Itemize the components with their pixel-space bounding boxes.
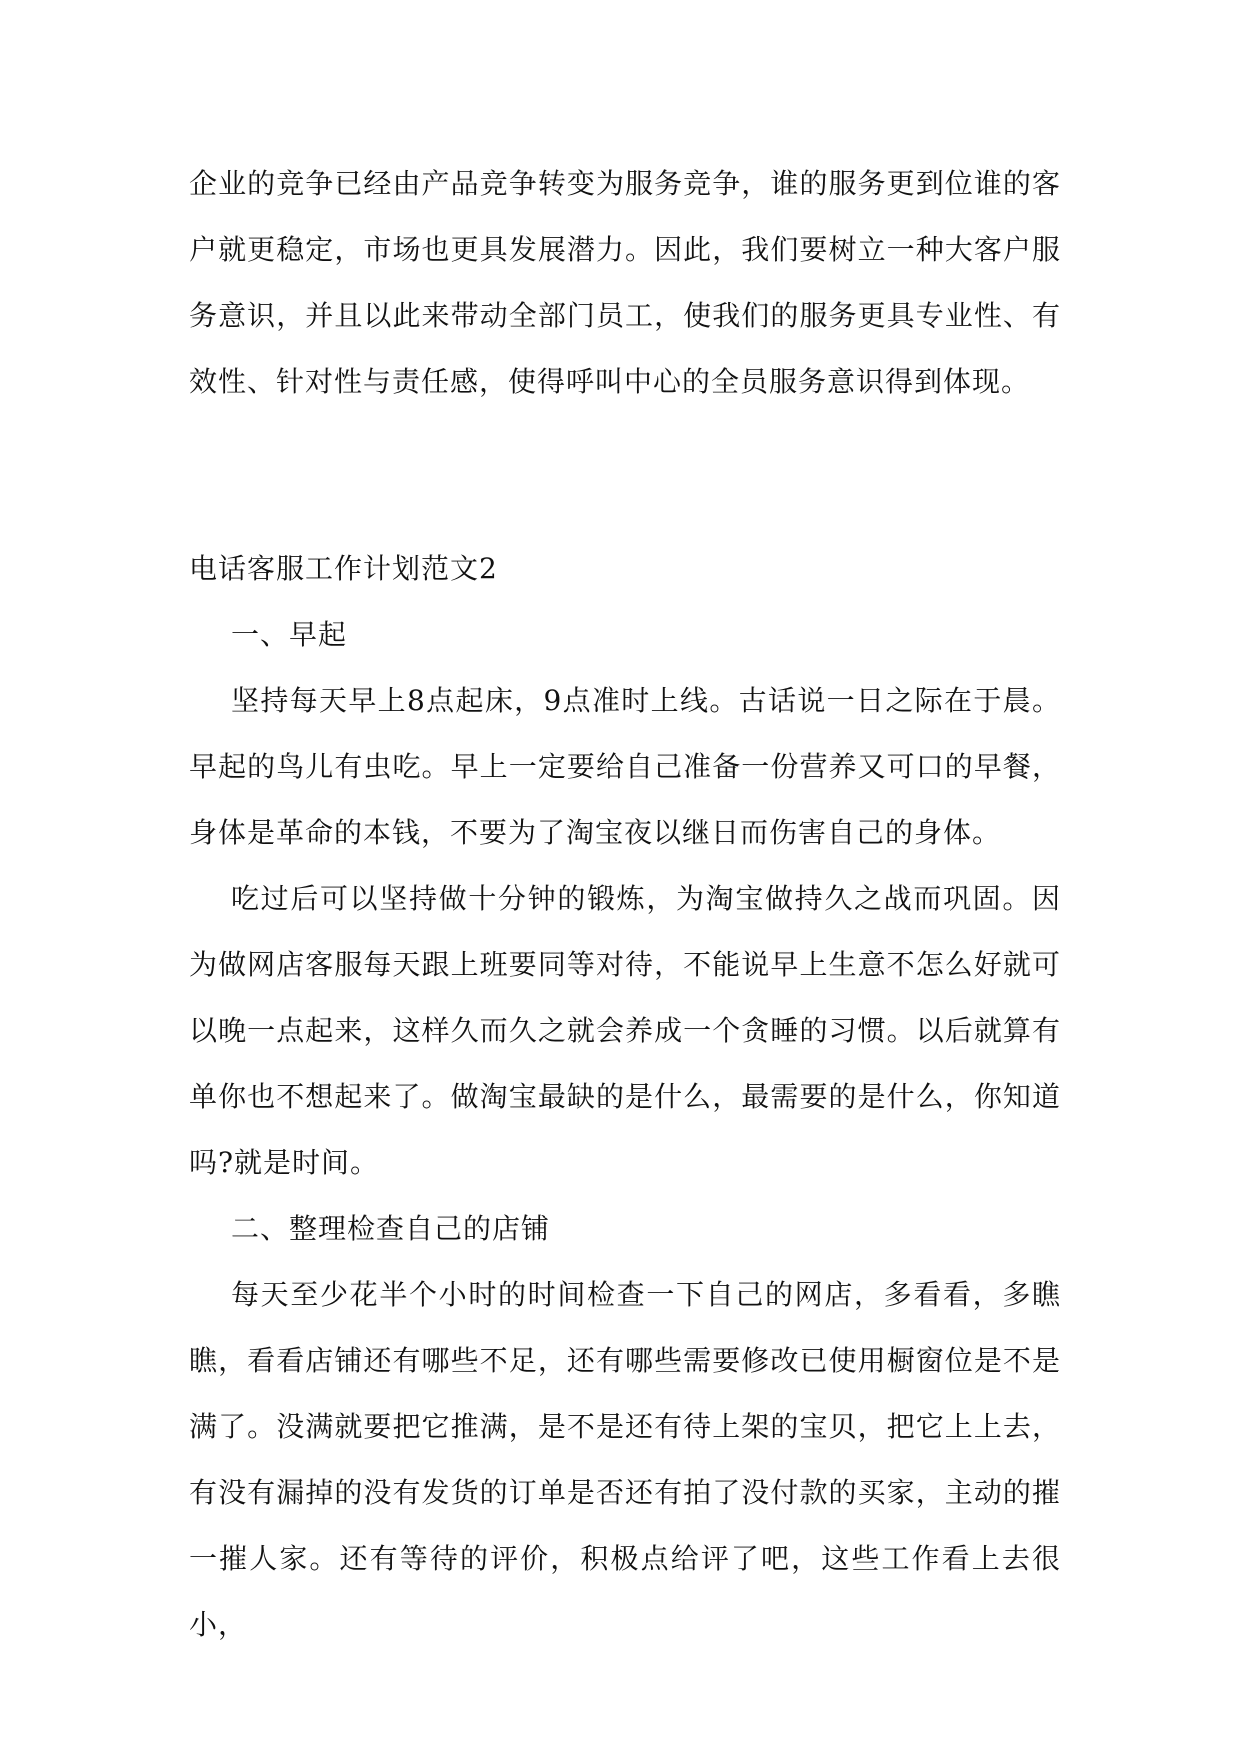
intro-paragraph: 企业的竞争已经由产品竞争转变为服务竞争，谁的服务更到位谁的客户就更稳定，市场也更具发展潜力。因此，我们要树立一种大客户服务意识，并且以此来带动全部门员工，使我们的服务更具专业性、有效性、针对性与责任感，使得呼叫中心的全员服务意识得到体现。 bbox=[189, 167, 1061, 398]
section-title: 电话客服工作计划范文2 bbox=[189, 552, 498, 585]
section1-paragraph: 吃过后可以坚持做十分钟的锻炼，为淘宝做持久之战而巩固。因为做网店客服每天跟上班要同等对待，不能说早上生意不怎么好就可以晚一点起来，这样久而久之就会养成一个贪睡的习惯。以后就算有单你也不想起来了。做淘宝最缺的是什么，最需要的是什么，你知道吗?就是时间。 bbox=[189, 882, 1061, 1179]
section2-paragraph: 每天至少花半个小时的时间检查一下自己的网店，多看看，多瞧瞧，看看店铺还有哪些不足，还有哪些需要修改已使用橱窗位是不是满了。没满就要把它推满，是不是还有待上架的宝贝，把它上上去，有没有漏掉的没有发货的订单是否还有拍了没付款的买家，主动的摧一摧人家。还有等待的评价，积极点给评了吧，这些工作看上去很小， bbox=[189, 1278, 1061, 1641]
intro-section bbox=[189, 151, 1061, 415]
section1-heading: 一、早起 bbox=[231, 618, 348, 651]
section2-heading: 二、整理检查自己的店铺 bbox=[231, 1212, 551, 1245]
main-section bbox=[189, 536, 1061, 1658]
section1-paragraph: 坚持每天早上8点起床，9点准时上线。古话说一日之际在于晨。早起的鸟儿有虫吃。早上一定要给自己准备一份营养又可口的早餐，身体是革命的本钱，不要为了淘宝夜以继日而伤害自己的身体。 bbox=[189, 684, 1061, 849]
